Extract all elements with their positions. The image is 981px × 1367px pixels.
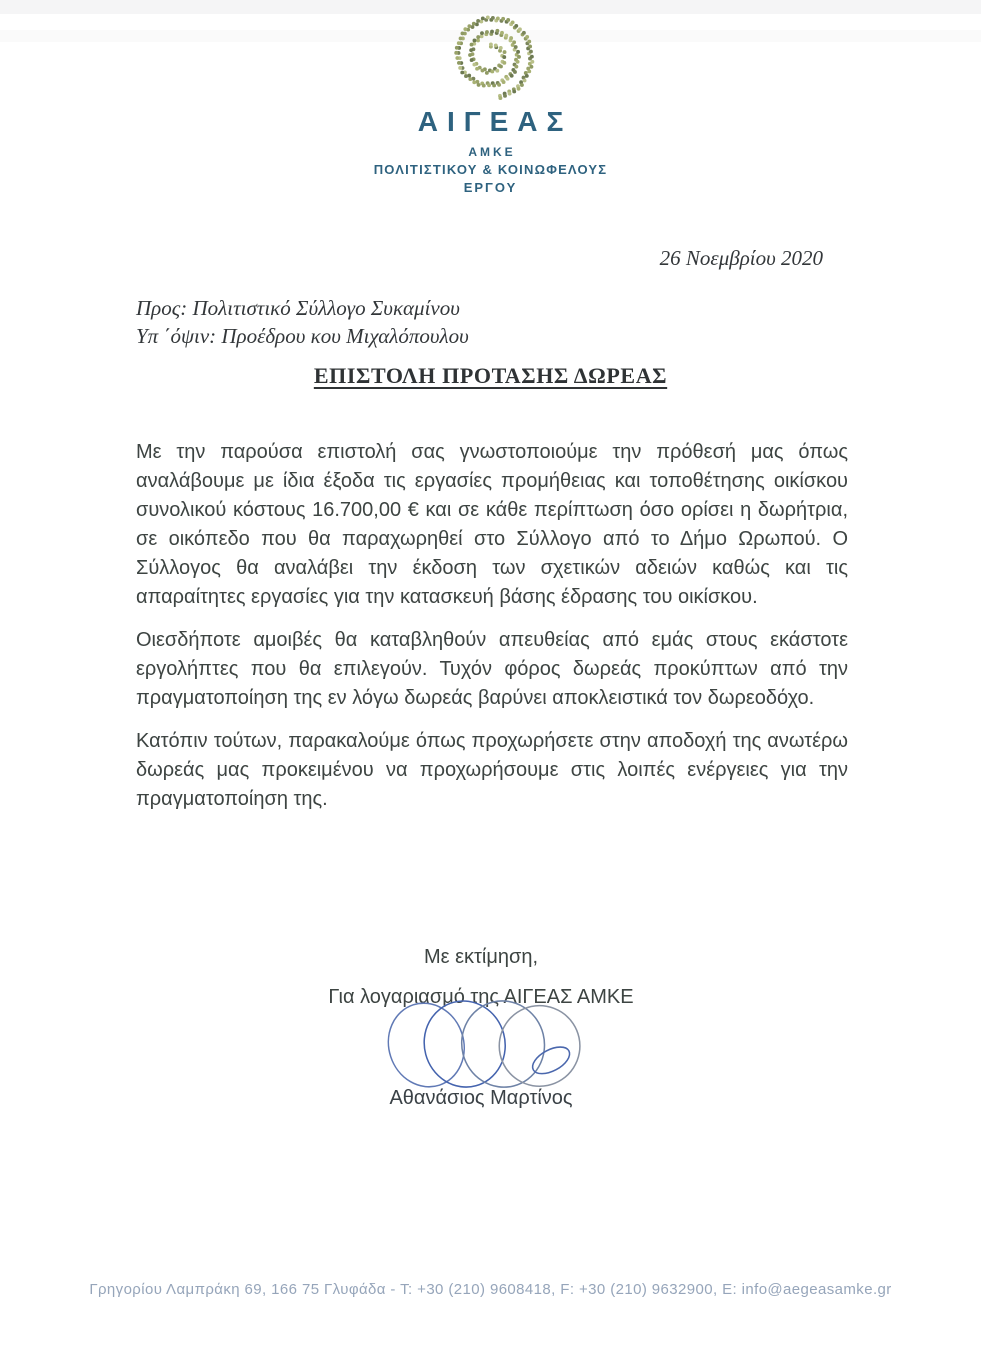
recipient-to-line: Προς: Πολιτιστικό Σύλλογο Συκαμίνου xyxy=(136,296,460,320)
letter-date: 26 Νοεμβρίου 2020 xyxy=(659,246,823,270)
logo-subtitle-cultural: ΠΟΛΙΤΙΣΤΙΚΟΥ & ΚΟΙΝΩΦΕΛΟΥΣ xyxy=(373,162,608,177)
footer-contact-line: Γρηγορίου Λαμπράκη 69, 166 75 Γλυφάδα - Τ: +30 (210) 9608418, F: +30 (210) 9632900, E: info@aegeasamke.gr xyxy=(89,1281,892,1298)
recipient-block xyxy=(136,294,469,350)
aigeas-spiral-logo-icon xyxy=(432,10,550,104)
paragraph: Κατόπιν τούτων, παρακαλούμε όπως προχωρήσετε στην αποδοχή της ανωτέρω δωρεάς μας προκειμένου να προχωρήσουμε στις λοιπές ενέργειες για την πραγματοποίηση της. xyxy=(136,730,848,810)
logo-subtitle-amke: ΑΜΚΕ xyxy=(468,145,516,159)
signature-scribble xyxy=(374,997,589,1093)
letterhead xyxy=(0,10,981,195)
closing-salutation: Με εκτίμηση, xyxy=(423,946,539,968)
logo-subtitle-ergou: ΕΡΓΟΥ xyxy=(463,180,518,195)
paragraph: Με την παρούσα επιστολή σας γνωστοποιούμε την πρόθεσή μας όπως αναλάβουμε με ίδια έξοδα τις εργασίες προμήθειας και τοποθέτησης οικίσκου συνολικού κόστους 16.700,00 € και σε κάθε περίπτωση όσο ορίσει η δωρήτρια, σε οικόπεδο που θα παραχωρηθεί στο Σύλλογο από το Δήμο Ωρωπού. Ο Σύλλογος θα αναλάβει την έκδοση των σχετικών αδειών καθώς και τις απαραίτητες εργασίες για την κατασκευή βάσης έδρασης του οικίσκου. xyxy=(136,441,848,608)
closing-block xyxy=(0,946,962,1110)
logo-name: ΑΙΓΕΑΣ xyxy=(417,106,573,137)
letter-title xyxy=(0,363,981,389)
on-behalf-line: Για λογαριασμό της ΑΙΓΕΑΣ ΑΜΚΕ xyxy=(328,986,634,1008)
signer-name: Αθανάσιος Μαρτίνος xyxy=(389,1087,573,1109)
paragraph: Οιεσδήποτε αμοιβές θα καταβληθούν απευθείας από εμάς στους εκάστοτε εργολήπτες που θα επιλεγούν. Τυχόν φόρος δωρεάς προκύπτων από την πραγματοποίηση της εν λόγω δωρεάς βαρύνει αποκλειστικά τον δωρεοδόχο. xyxy=(136,629,848,709)
recipient-attn-line: Υπ ΄όψιν: Προέδρου κου Μιχαλόπουλου xyxy=(136,324,469,348)
letter-body xyxy=(136,438,848,828)
letter-title-text: ΕΠΙΣΤΟΛΗ ΠΡΟΤΑΣΗΣ ΔΩΡΕΑΣ xyxy=(313,363,668,388)
